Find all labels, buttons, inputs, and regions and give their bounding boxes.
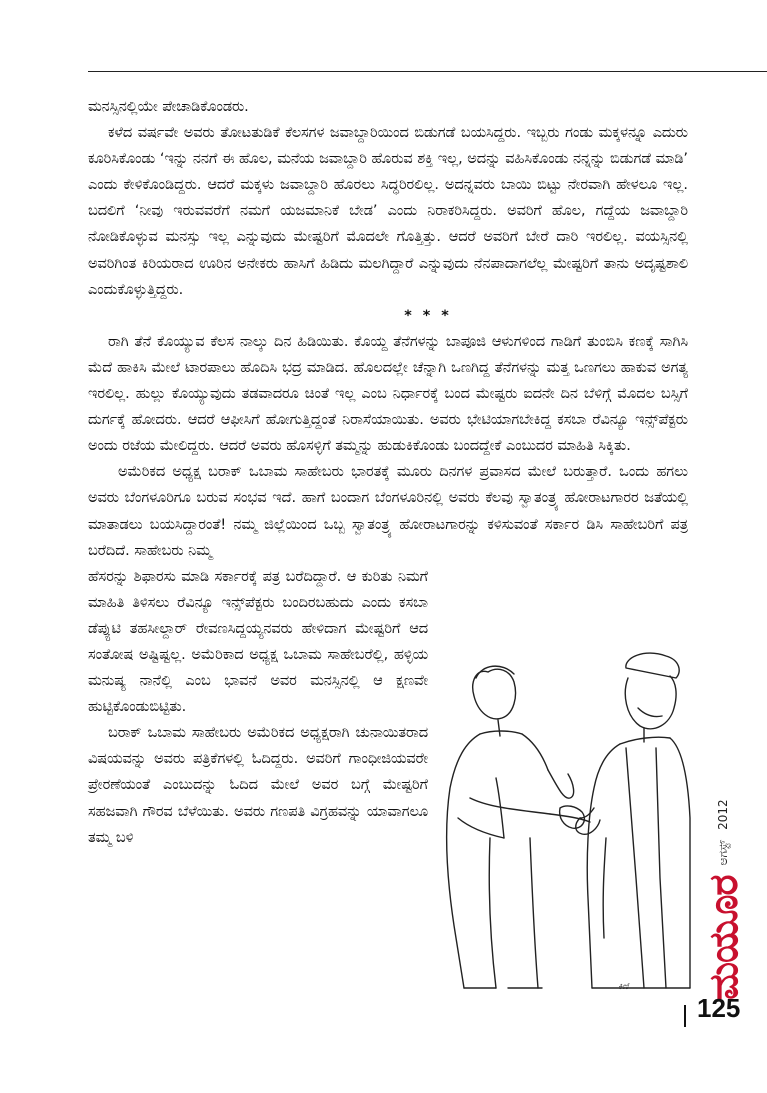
paragraph-1: ಮನಸ್ಸಿನಲ್ಲಿಯೇ ಪೇಚಾಡಿಕೊಂಡರು.	[88, 99, 249, 115]
story-illustration	[430, 638, 692, 1000]
masthead-rotated	[694, 770, 752, 1000]
issue-month: ಆಗಸ್ಟ್	[715, 839, 730, 866]
magazine-logo: ಮಯೂರ	[699, 875, 747, 1000]
paragraph-5: ಬರಾಕ್ ಒಬಾಮ ಸಾಹೇಬರು ಅಮೆರಿಕದ ಅಧ್ಯಕ್ಷರಾಗಿ ಚುನಾಯಿತರಾದ ವಿಷಯವನ್ನು ಅವರು ಪತ್ರಿಕೆಗಳಲ್ಲಿ ಓದಿದ್ದರು. ಅವರಿಗೆ ಗಾಂಧೀಜಿಯವರೇ ಪ್ರೇರಣೆಯಂತೆ ಎಂಬುದನ್ನು ಓದಿದ ಮೇಲೆ ಅವರ ಬಗ್ಗೆ ಮೇಷ್ಟರಿಗೆ ಸಹಜವಾಗಿ ಗೌರವ ಬೆಳೆಯಿತು. ಅವರು ಗಣಪತಿ ವಿಗ್ರಹವನ್ನು ಯಾವಾಗಲೂ ತಮ್ಮ ಬಳಿ	[88, 725, 428, 846]
paragraph-4: ಅಮೆರಿಕದ ಅಧ್ಯಕ್ಷ ಬರಾಕ್ ಒಬಾಮ ಸಾಹೇಬರು ಭಾರತಕ್ಕೆ ಮೂರು ದಿನಗಳ ಪ್ರವಾಸದ ಮೇಲೆ ಬರುತ್ತಾರೆ. ಒಂದು ಹಗಲು ಅವರು ಬೆಂಗಳೂರಿಗೂ ಬರುವ ಸಂಭವ ಇದೆ. ಹಾಗೆ ಬಂದಾಗ ಬೆಂಗಳೂರಿನಲ್ಲಿ ಅವರು ಕೆಲವು ಸ್ವಾತಂತ್ರ್ಯ ಹೋರಾಟಗಾರರ ಜತೆಯಲ್ಲಿ ಮಾತಾಡಲು ಬಯಸಿದ್ದಾರಂತೆ! ನಮ್ಮ ಜಿಲ್ಲೆಯಿಂದ ಒಬ್ಬ ಸ್ವಾತಂತ್ರ್ಯ ಹೋರಾಟಗಾರನ್ನು ಕಳಿಸುವಂತೆ ಸರ್ಕಾರ ಡಿಸಿ ಸಾಹೇಬರಿಗೆ ಪತ್ರ ಬರೆದಿದೆ. ಸಾಹೇಬರು ನಿಮ್ಮ	[88, 464, 688, 559]
section-separator: * * *	[404, 307, 452, 324]
top-rule	[88, 71, 767, 72]
paragraph-4-continued: ಹೆಸರನ್ನು ಶಿಫಾರಸು ಮಾಡಿ ಸರ್ಕಾರಕ್ಕೆ ಪತ್ರ ಬರೆದಿದ್ದಾರೆ. ಆ ಕುರಿತು ನಿಮಗೆ ಮಾಹಿತಿ ತಿಳಿಸಲು ರೆವಿನ್ಯೂ ಇನ್ಸ್‌ಪೆಕ್ಟರು ಬಂದಿರಬಹುದು ಎಂದು ಕಸಬಾ ಡೆಪ್ಯುಟಿ ತಹಸೀಲ್ದಾರ್ ರೇವಣಸಿದ್ದಯ್ಯನವರು ಹೇಳಿದಾಗ ಮೇಷ್ಟರಿಗೆ ಆದ ಸಂತೋಷ ಅಷ್ಟಿಷ್ಟಲ್ಲ. ಅಮೆರಿಕಾದ ಅಧ್ಯಕ್ಷ ಒಬಾಮ ಸಾಹೇಬರೆಲ್ಲಿ, ಹಳ್ಳಿಯ ಮನುಷ್ಯ ನಾನೆಲ್ಲಿ ಎಂಬ ಭಾವನೆ ಅವರ ಮನಸ್ಸಿನಲ್ಲಿ ಆ ಕ್ಷಣವೇ ಹುಟ್ಟಿಕೊಂಡುಬಿಟ್ಟಿತು.	[88, 568, 428, 716]
paragraph-3: ರಾಗಿ ತೆನೆ ಕೊಯ್ಯುವ ಕೆಲಸ ನಾಲ್ಕು ದಿನ ಹಿಡಿಯಿತು. ಕೊಯ್ದ ತೆನೆಗಳನ್ನು ಬಾಪೂಜಿ ಆಳುಗಳಿಂದ ಗಾಡಿಗೆ ತುಂಬಿಸಿ ಕಣಕ್ಕೆ ಸಾಗಿಸಿ ಮೆದೆ ಹಾಕಿಸಿ ಮೇಲೆ ಟಾರಪಾಲು ಹೊದಿಸಿ ಭದ್ರ ಮಾಡಿದ. ಹೊಲದಲ್ಲೇ ಚೆನ್ನಾಗಿ ಒಣಗಿದ್ದ ತೆನೆಗಳನ್ನು ಮತ್ತ ಒಣಗಲು ಹಾಕುವ ಅಗತ್ಯ ಇರಲಿಲ್ಲ. ಹುಲ್ಲು ಕೊಯ್ಯುವುದು ತಡವಾದರೂ ಚಿಂತೆ ಇಲ್ಲ ಎಂಬ ನಿರ್ಧಾರಕ್ಕೆ ಬಂದ ಮೇಷ್ಟರು ಐದನೇ ದಿನ ಬೆಳಿಗ್ಗೆ ಮೊದಲ ಬಸ್ಸಿಗೆ ದುರ್ಗಕ್ಕೆ ಹೋದರು. ಆದರೆ ಆಫೀಸಿಗೆ ಹೋಗುತ್ತಿದ್ದಂತೆ ನಿರಾಸೆಯಾಯಿತು. ಅವರು ಭೇಟಿಯಾಗಬೇಕಿದ್ದ ಕಸಬಾ ರೆವಿನ್ಯೂ ಇನ್ಸ್‌ಪೆಕ್ಟರು ಅಂದು ರಜೆಯ ಮೇಲಿದ್ದರು. ಆದರೆ ಅವರು ಹೊಸಳ್ಳಿಗೆ ತಮ್ಮನ್ನು ಹುಡುಕಿಕೊಂಡು ಬಂದದ್ದೇಕೆ ಎಂಬುದರ ಮಾಹಿತಿ ಸಿಕ್ಕಿತು.	[88, 333, 688, 455]
paragraph-2: ಕಳೆದ ವರ್ಷವೇ ಅವರು ತೋಟತುಡಿಕೆ ಕೆಲಸಗಳ ಜವಾಬ್ದಾರಿಯಿಂದ ಬಿಡುಗಡೆ ಬಯಸಿದ್ದರು. ಇಬ್ಬರು ಗಂಡು ಮಕ್ಕಳನ್ನೂ ಎದುರು ಕೂರಿಸಿಕೊಂಡು ‘ಇನ್ನು ನನಗೆ ಈ ಹೊಲ, ಮನೆಯ ಜವಾಬ್ದಾರಿ ಹೊರುವ ಶಕ್ತಿ ಇಲ್ಲ, ಅದನ್ನು ವಹಿಸಿಕೊಂಡು ನನ್ನನ್ನು ಬಿಡುಗಡೆ ಮಾಡಿ’ ಎಂದು ಕೇಳಿಕೊಂಡಿದ್ದರು. ಆದರೆ ಮಕ್ಕಳು ಜವಾಬ್ದಾರಿ ಹೊರಲು ಸಿದ್ಧರಿರಲಿಲ್ಲ. ಅದನ್ನವರು ಬಾಯಿ ಬಿಟ್ಟು ನೇರವಾಗಿ ಹೇಳಲೂ ಇಲ್ಲ. ಬದಲಿಗೆ ‘ನೀವು ಇರುವವರೆಗೆ ನಮಗೆ ಯಜಮಾನಿಕೆ ಬೇಡ’ ಎಂದು ನಿರಾಕರಿಸಿದ್ದರು. ಅವರಿಗೆ ಹೊಲ, ಗದ್ದೆಯ ಜವಾಬ್ದಾರಿ ನೋಡಿಕೊಳ್ಳುವ ಮನಸ್ಸು ಇಲ್ಲ ಎನ್ನುವುದು ಮೇಷ್ಟರಿಗೆ ಮೊದಲೇ ಗೊತ್ತಿತ್ತು. ಆದರೆ ಅವರಿಗೆ ಬೇರೆ ದಾರಿ ಇರಲಿಲ್ಲ. ವಯಸ್ಸಿನಲ್ಲಿ ಅವರಿಗಿಂತ ಕಿರಿಯರಾದ ಊರಿನ ಅನೇಕರು ಹಾಸಿಗೆ ಹಿಡಿದು ಮಲಗಿದ್ದಾರೆ ಎನ್ನುವುದು ನೆನಪಾದಾಗಲೆಲ್ಲ ಮೇಷ್ಟರಿಗೆ ತಾನು ಅದೃಷ್ಟಶಾಲಿ ಎಂದುಕೊಳ್ಳುತ್ತಿದ್ದರು.	[88, 125, 688, 298]
issue-year: 2012	[716, 799, 730, 830]
magazine-masthead	[694, 770, 752, 1000]
two-men-handshake-drawing	[430, 638, 692, 1000]
page-number: 125	[697, 993, 741, 1023]
artist-signature: ಕಿಣಿ	[618, 982, 629, 992]
page-number-rule	[684, 1005, 686, 1027]
